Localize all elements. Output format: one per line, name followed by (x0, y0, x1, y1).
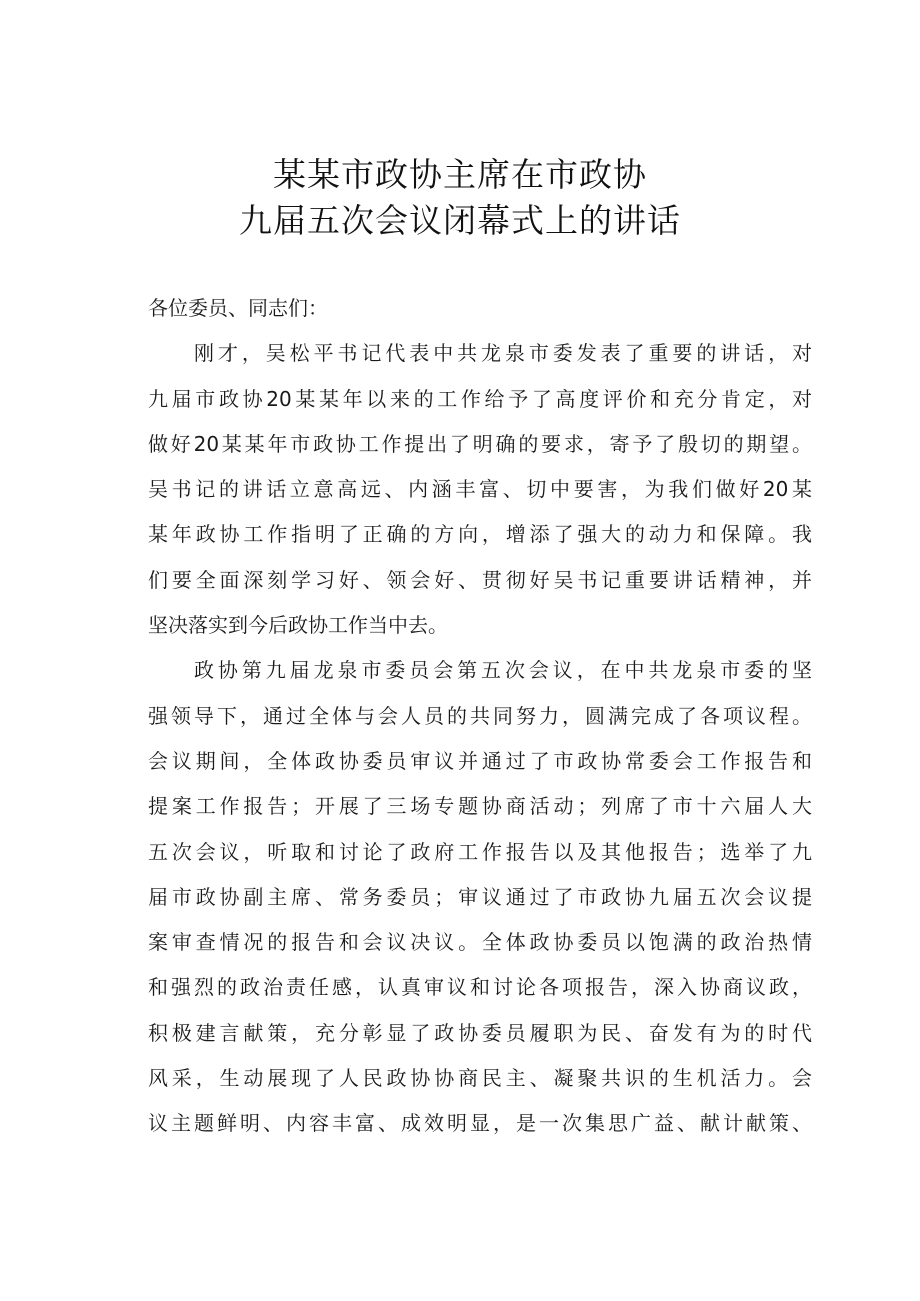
paragraph-line: 某年政协工作指明了正确的方向，增添了强大的动力和保障。我 (148, 522, 812, 547)
paragraph-line: 做好20某某年市政协工作提出了明确的要求，寄予了殷切的期望。 (148, 431, 812, 456)
paragraph-line: 吴书记的讲话立意高远、内涵丰富、切中要害，为我们做好20某 (148, 477, 812, 502)
paragraph-line: 届市政协副主席、常务委员；审议通过了市政协九届五次会议提 (148, 884, 812, 909)
paragraph-line: 们要全面深刻学习好、领会好、贯彻好吴书记重要讲话精神，并 (148, 567, 812, 592)
paragraph-line: 强领导下，通过全体与会人员的共同努力，圆满完成了各项议程。 (148, 703, 812, 728)
paragraph-line: 议主题鲜明、内容丰富、成效明显，是一次集思广益、献计献策、 (148, 1111, 812, 1136)
paragraph-line: 刚才，吴松平书记代表中共龙泉市委发表了重要的讲话，对 (194, 341, 812, 366)
salutation: 各位委员、同志们： (148, 296, 328, 320)
paragraph-line: 五次会议，听取和讨论了政府工作报告以及其他报告；选举了九 (148, 839, 812, 864)
paragraph-line: 和强烈的政治责任感，认真审议和讨论各项报告，深入协商议政， (148, 975, 812, 1000)
document-body (148, 286, 812, 1147)
paragraph-line: 案审查情况的报告和会议决议。全体政协委员以饱满的政治热情 (148, 930, 812, 955)
title-line-2: 九届五次会议闭幕式上的讲话 (239, 201, 681, 240)
paragraph-line: 提案工作报告；开展了三场专题协商活动；列席了市十六届人大 (148, 794, 812, 819)
paragraph-line: 政协第九届龙泉市委员会第五次会议，在中共龙泉市委的坚 (194, 658, 812, 683)
paragraph-line: 风采，生动展现了人民政协协商民主、凝聚共识的生机活力。会 (148, 1066, 812, 1091)
paragraph-line: 九届市政协20某某年以来的工作给予了高度评价和充分肯定，对 (148, 386, 812, 411)
paragraph-line: 积极建言献策，充分彰显了政协委员履职为民、奋发有为的时代 (148, 1020, 812, 1045)
paragraph-line: 坚决落实到今后政协工作当中去。 (148, 613, 448, 638)
document-title (140, 152, 780, 244)
paragraph-line: 会议期间，全体政协委员审议并通过了市政协常委会工作报告和 (148, 748, 812, 773)
title-line-1: 某某市政协主席在市政协 (273, 155, 647, 194)
